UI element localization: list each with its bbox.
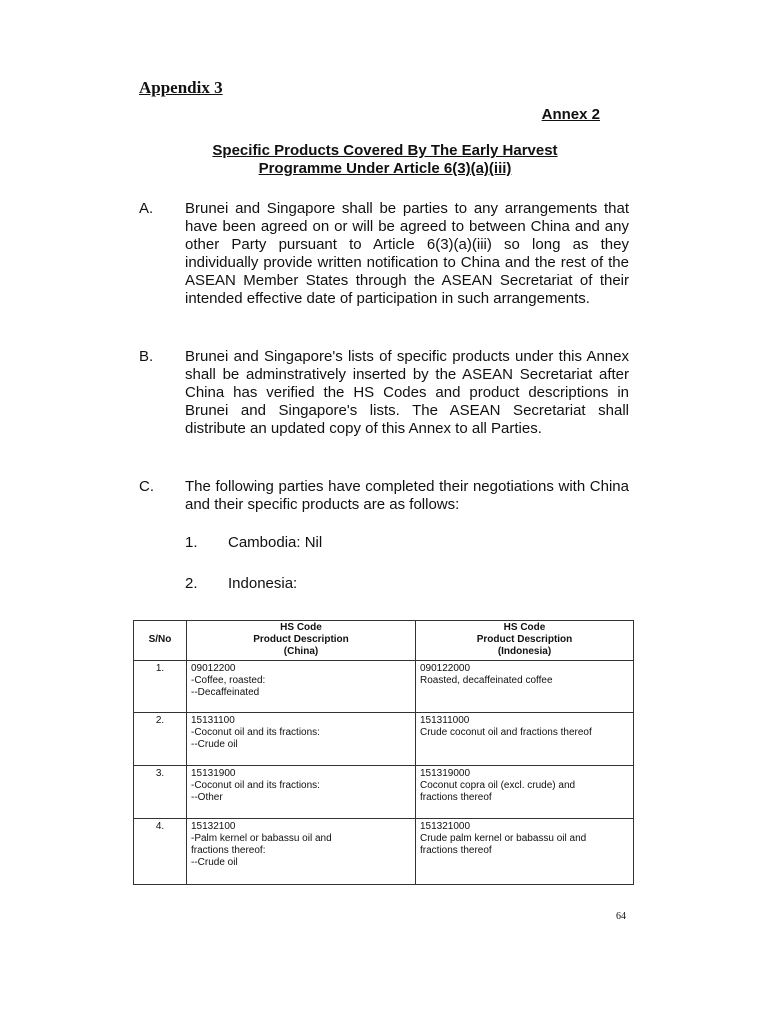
page-number: 64 xyxy=(616,911,626,922)
table-row xyxy=(134,661,634,713)
cell-sno: 1. xyxy=(134,661,187,713)
paragraph-label: B. xyxy=(139,348,154,365)
table-row xyxy=(134,819,634,885)
header-line: Product Description xyxy=(476,634,573,645)
appendix-heading: Appendix 3 xyxy=(139,78,223,97)
page-title xyxy=(150,142,620,178)
cell-china: 15131900 -Coconut oil and its fractions: --Other xyxy=(187,766,416,819)
cell-sno: 3. xyxy=(134,766,187,819)
list-item-number: 1. xyxy=(185,534,198,551)
header-sno: S/No xyxy=(134,621,187,661)
title-line: Programme Under Article 6(3)(a)(iii) xyxy=(258,160,512,177)
cell-indonesia: 151321000 Crude palm kernel or babassu oil and fractions thereof xyxy=(416,819,634,885)
cell-indonesia: 151319000 Coconut copra oil (excl. crude) and fractions thereof xyxy=(416,766,634,819)
paragraph-text: The following parties have completed their negotiations with China and their specific products are as follows: xyxy=(185,478,629,513)
header-line: HS Code xyxy=(503,622,546,633)
title-line: Specific Products Covered By The Early Harvest xyxy=(212,142,558,159)
header-line: (China) xyxy=(283,646,319,657)
paragraph-c xyxy=(139,478,629,514)
list-item-number: 2. xyxy=(185,575,198,592)
product-table xyxy=(133,620,634,885)
paragraph-label: C. xyxy=(139,478,154,495)
table-row xyxy=(134,713,634,766)
paragraph-text: Brunei and Singapore shall be parties to any arrangements that have been agreed on or will be agreed to between China and any other Party pursuant to Article 6(3)(a)(iii) so long as they individually provide written notification to China and the rest of the ASEAN Member States through the ASEAN Secretariat of their intended effective date of participation in such arrangements. xyxy=(185,200,629,307)
header-china xyxy=(187,621,416,661)
header-line: HS Code xyxy=(280,622,322,633)
paragraph-b xyxy=(139,348,629,438)
list-item-label: Indonesia: xyxy=(228,575,298,592)
paragraph-text: Brunei and Singapore's lists of specific products under this Annex shall be adminstratively inserted by the ASEAN Secretariat after China has verified the HS Codes and product descriptions in Brunei and Singapore's lists. The ASEAN Secretariat shall distribute an updated copy of this Annex to all Parties. xyxy=(185,348,629,437)
cell-china: 15132100 -Palm kernel or babassu oil and fractions thereof: --Crude oil xyxy=(187,819,416,885)
list-item-label: Cambodia: Nil xyxy=(228,534,323,551)
table-header-row xyxy=(134,621,634,661)
paragraph-label: A. xyxy=(139,200,154,217)
paragraph-a xyxy=(139,200,629,308)
table-row xyxy=(134,766,634,819)
header-line: (Indonesia) xyxy=(497,646,552,657)
header-indonesia xyxy=(416,621,634,661)
cell-sno: 4. xyxy=(134,819,187,885)
cell-indonesia: 090122000 Roasted, decaffeinated coffee xyxy=(416,661,634,713)
cell-china: 15131100 -Coconut oil and its fractions: --Crude oil xyxy=(187,713,416,766)
header-line: Product Description xyxy=(253,634,349,645)
cell-sno: 2. xyxy=(134,713,187,766)
cell-china: 09012200 -Coffee, roasted: --Decaffeinated xyxy=(187,661,416,713)
annex-heading: Annex 2 xyxy=(541,106,600,123)
cell-indonesia: 151311000 Crude coconut oil and fractions thereof xyxy=(416,713,634,766)
